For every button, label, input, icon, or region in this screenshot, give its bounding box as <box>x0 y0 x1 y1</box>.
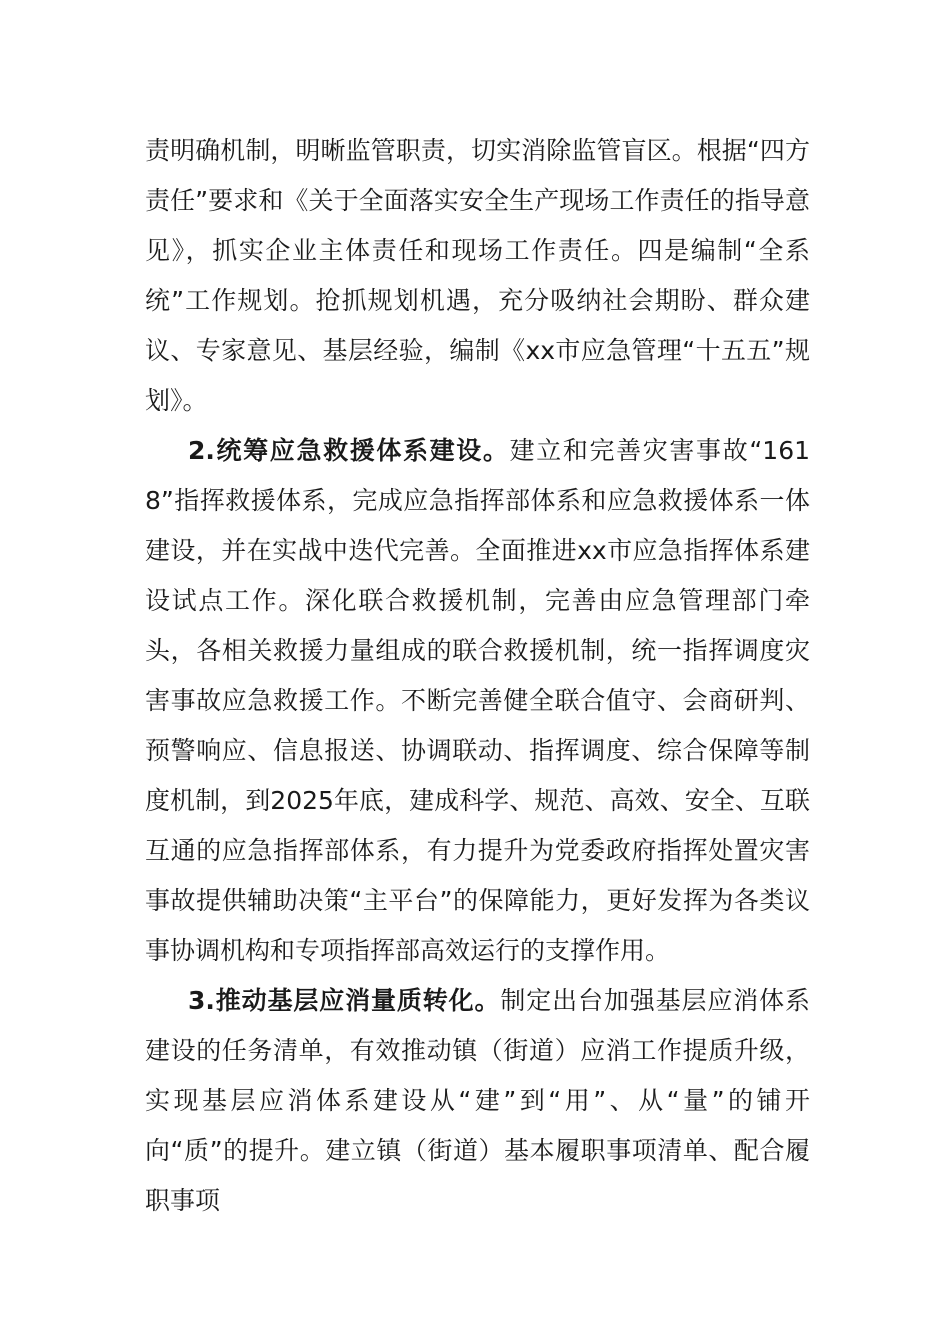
paragraph-heading: 2.统筹应急救援体系建设。 <box>188 436 510 465</box>
paragraph-grassroots-transformation <box>145 976 810 1226</box>
document-body <box>145 126 810 1226</box>
paragraph-heading: 3.推动基层应消量质转化。 <box>188 986 501 1015</box>
paragraph-text: 制定出台加强基层应消体系建设的任务清单，有效推动镇（街道）应消工作提质升级，实现基层应消体系建设从“建”到“用”、从“量”的铺开向“质”的提升。建立镇（街道）基本履职事项清单、配合履职事项 <box>145 986 810 1215</box>
paragraph-continued <box>145 126 810 426</box>
paragraph-text: 责明确机制，明晰监管职责，切实消除监管盲区。根据“四方责任”要求和《关于全面落实安全生产现场工作责任的指导意见》，抓实企业主体责任和现场工作责任。四是编制“全系统”工作规划。抢抓规划机遇，充分吸纳社会期盼、群众建议、专家意见、基层经验，编制《xx市应急管理“十五五”规划》。 <box>145 136 810 415</box>
paragraph-text: 建立和完善灾害事故“1618”指挥救援体系，完成应急指挥部体系和应急救援体系一体建设，并在实战中迭代完善。全面推进xx市应急指挥体系建设试点工作。深化联合救援机制，完善由应急管理部门牵头，各相关救援力量组成的联合救援机制，统一指挥调度灾害事故应急救援工作。不断完善健全联合值守、会商研判、预警响应、信息报送、协调联动、指挥调度、综合保障等制度机制，到2025年底，建成科学、规范、高效、安全、互联互通的应急指挥部体系，有力提升为党委政府指挥处置灾害事故提供辅助决策“主平台”的保障能力，更好发挥为各类议事协调机构和专项指挥部高效运行的支撑作用。 <box>145 436 811 965</box>
paragraph-emergency-command-system <box>145 426 810 976</box>
